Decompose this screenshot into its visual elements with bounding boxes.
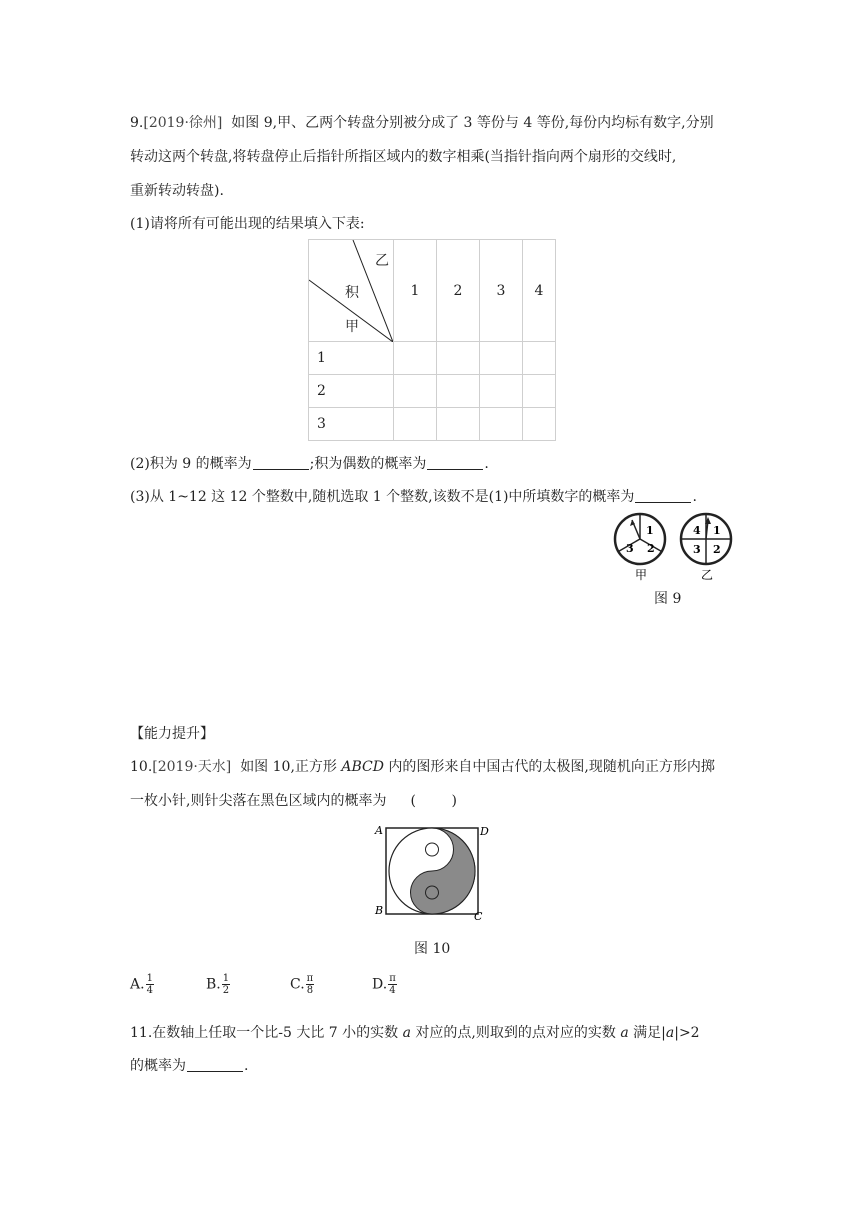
table-col-header: 3: [480, 240, 523, 342]
fraction-numerator: 1: [146, 973, 153, 984]
q10-text-b: 内的图形来自中国古代的太极图,现随机向正方形内掷: [383, 759, 715, 775]
q9-text-1: 如图 9,甲、乙两个转盘分别被分成了 3 等份与 4 等份,每份内均标有数字,分别: [231, 115, 714, 131]
q9-part2-end: .: [484, 456, 489, 472]
q10-text-a: 如图 10,正方形: [240, 759, 342, 775]
spinner-jia-label: 甲: [635, 568, 648, 582]
fraction-numerator: π: [389, 973, 396, 984]
table-cell: [480, 408, 523, 441]
q9-part2-text-b: ;积为偶数的概率为: [309, 456, 427, 472]
corner-label-jia: 甲: [345, 319, 359, 335]
q10-source: [2019·天水]: [152, 759, 232, 775]
table-row: [309, 342, 556, 375]
answer-blank[interactable]: [187, 1057, 243, 1072]
fraction-denominator: 2: [222, 985, 230, 996]
figure10-caption: 图 10: [414, 941, 451, 957]
q11-text-c: 满足|: [628, 1025, 666, 1041]
fraction-denominator: 4: [146, 985, 153, 996]
spinner-jia: [615, 514, 665, 582]
option-fraction: [306, 973, 315, 996]
answer-blank[interactable]: [253, 455, 309, 470]
table-row-header: 2: [309, 375, 394, 408]
table-cell: [480, 375, 523, 408]
table-cell: [437, 342, 480, 375]
section-title: 【能力提升】: [130, 726, 214, 742]
q11-text-a: 11.在数轴上任取一个比-5 大比 7 小的实数: [130, 1025, 403, 1041]
table-cell: [523, 342, 556, 375]
table-cell: [523, 408, 556, 441]
table-cell: [480, 342, 523, 375]
q11-variable: a: [620, 1025, 629, 1041]
table-col-header: 4: [523, 240, 556, 342]
option-c[interactable]: [290, 973, 314, 996]
table-row: [309, 408, 556, 441]
fraction-numerator: 1: [222, 973, 230, 984]
q11-variable: a: [665, 1025, 675, 1041]
option-label: B.: [206, 976, 221, 993]
table-row: [309, 375, 556, 408]
vertex-label-a: A: [375, 824, 383, 837]
q10-square-name: ABCD: [341, 759, 384, 775]
q9-source: [2019·徐州]: [143, 115, 223, 131]
q11-line2: [130, 1055, 248, 1075]
table-row-header: 3: [309, 408, 394, 441]
q11-text-d: |>2: [674, 1025, 700, 1041]
corner-label-product: 积: [345, 285, 359, 301]
spinner-yi: [681, 514, 731, 582]
table-row-header: 1: [309, 342, 394, 375]
q9-line3: 重新转动转盘).: [130, 183, 224, 199]
answer-blank[interactable]: [427, 455, 483, 470]
table-col-header: 2: [437, 240, 480, 342]
vertex-label-d: D: [480, 825, 489, 838]
table-cell: [394, 375, 437, 408]
q9-part2: [130, 453, 489, 473]
option-fraction: [388, 973, 397, 996]
q11-text-2: 的概率为: [130, 1058, 186, 1074]
spinner-yi-number: 4: [693, 524, 701, 537]
q9-line2: 转动这两个转盘,将转盘停止后指针所指区域内的数字相乘(当指针指向两个扇形的交线时,: [130, 149, 677, 165]
q11-text-b: 对应的点,则取到的点对应的实数: [410, 1025, 621, 1041]
q10-options: [130, 973, 430, 1003]
fraction-denominator: 4: [389, 985, 396, 996]
fraction-denominator: 8: [306, 985, 314, 996]
table-corner-cell: [309, 240, 394, 342]
option-fraction: [146, 973, 154, 996]
table-cell: [523, 375, 556, 408]
q10-line1: [130, 756, 715, 776]
spinner-jia-number: 1: [646, 524, 654, 537]
spinner-figure: [610, 512, 736, 584]
taiji-figure: [372, 822, 492, 922]
spinner-jia-number: 3: [626, 542, 634, 555]
spinner-yi-number: 1: [713, 524, 721, 537]
q11-variable: a: [402, 1025, 411, 1041]
spinner-yi-label: 乙: [701, 568, 714, 582]
q9-part3: [130, 486, 697, 506]
vertex-label-b: B: [375, 904, 384, 917]
vertex-label-c: C: [474, 910, 483, 922]
table-cell: [394, 408, 437, 441]
q9-part3-text: (3)从 1~12 这 12 个整数中,随机选取 1 个整数,该数不是(1)中所填数字的概率为: [130, 489, 635, 505]
option-d[interactable]: [372, 973, 397, 996]
q9-part3-end: .: [692, 489, 697, 505]
q9-part1: (1)请将所有可能出现的结果填入下表:: [130, 216, 365, 232]
spinner-yi-number: 3: [693, 543, 701, 556]
q9-part2-text-a: (2)积为 9 的概率为: [130, 456, 252, 472]
option-b[interactable]: [206, 973, 230, 996]
q10-line2: [130, 790, 457, 810]
q10-number: 10.: [130, 759, 153, 775]
spinner-yi-number: 2: [713, 543, 721, 556]
option-label: D.: [372, 976, 388, 993]
q11-end: .: [244, 1058, 249, 1074]
q9-line1: [130, 112, 714, 132]
q10-text-2: 一枚小针,则针尖落在黑色区域内的概率为: [130, 793, 387, 809]
spinner-jia-number: 2: [647, 542, 655, 555]
q11-line1: [130, 1022, 700, 1042]
q10-answer-paren: ( ): [410, 793, 457, 809]
results-table: [308, 239, 556, 441]
answer-blank[interactable]: [635, 488, 691, 503]
q9-number: 9.: [130, 115, 144, 131]
fraction-numerator: π: [306, 973, 314, 984]
table-col-header: 1: [394, 240, 437, 342]
table-cell: [437, 408, 480, 441]
figure9-caption: 图 9: [654, 591, 682, 607]
table-cell: [394, 342, 437, 375]
option-label: A.: [130, 976, 145, 993]
option-fraction: [222, 973, 230, 996]
corner-label-yi: 乙: [375, 253, 389, 269]
option-a[interactable]: [130, 973, 154, 996]
option-label: C.: [290, 976, 305, 993]
table-cell: [437, 375, 480, 408]
